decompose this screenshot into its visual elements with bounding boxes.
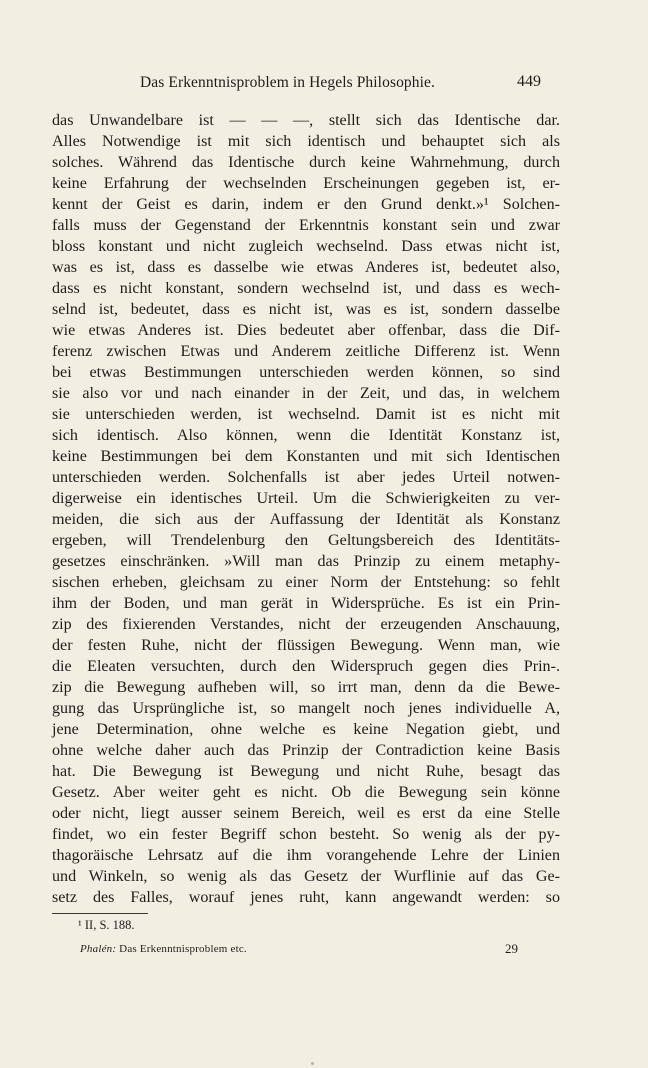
text-line: gesetzes einschränken. »Will man das Prinzip zu einem metaphy- <box>52 553 560 570</box>
text-line: jene Determination, ohne welche es keine Negation giebt, und <box>52 721 560 738</box>
page-number: 449 <box>517 73 541 90</box>
text-line: oder nicht, liegt ausser seinem Bereich, weil es erst da eine Stelle <box>52 805 560 822</box>
text-line: sie also vor und nach einander in der Zeit, und das, in welchem <box>52 385 560 402</box>
text-line: sie unterschieden werden, ist wechselnd. Damit ist es nicht mit <box>52 406 560 423</box>
footer-author: Phalén: <box>80 943 117 955</box>
footnote-divider <box>52 913 148 914</box>
text-line: was es ist, dass es dasselbe wie etwas Anderes ist, bedeutet also, <box>52 259 560 276</box>
text-line: die Eleaten versuchten, durch den Widerspruch gegen dies Prin-. <box>52 658 560 675</box>
text-line: unterschieden werden. Solchenfalls ist aber jedes Urteil notwen- <box>52 469 560 486</box>
text-line: bloss konstant und nicht zugleich wechselnd. Dass etwas nicht ist, <box>52 238 560 255</box>
text-line: findet, wo ein fester Begriff schon besteht. So wenig als der py- <box>52 826 560 843</box>
text-line: solches. Während das Identische durch keine Wahrnehmung, durch <box>52 154 560 171</box>
text-line: wie etwas Anderes ist. Dies bedeutet aber offenbar, dass die Dif- <box>52 322 560 339</box>
text-line: digerweise ein identisches Urteil. Um die Schwierigkeiten zu ver- <box>52 490 560 507</box>
text-line: selnd ist, bedeutet, dass es nicht ist, was es ist, sondern dasselbe <box>52 301 560 318</box>
text-line: gung das Ursprüngliche ist, so mangelt noch jenes individuelle A, <box>52 700 560 717</box>
text-line: Alles Notwendige ist mit sich identisch und behauptet sich als <box>52 133 560 150</box>
paper-speck <box>311 1062 314 1065</box>
sheet-signature: 29 <box>505 941 518 956</box>
text-line: falls muss der Gegenstand der Erkenntnis konstant sein und zwar <box>52 217 560 234</box>
footer-title: Das Erkenntnisproblem etc. <box>116 943 247 955</box>
text-line: ihm der Boden, und man gerät in Widersprüche. Es ist ein Prin- <box>52 595 560 612</box>
footnote: ¹ II, S. 188. <box>78 918 135 932</box>
body-text <box>52 110 560 908</box>
text-line: keine Bestimmungen bei dem Konstanten und mit sich Identischen <box>52 448 560 465</box>
text-line: kennt der Geist es darin, indem er den Grund denkt.»¹ Solchen- <box>52 196 560 213</box>
text-line: sischen erheben, gleichsam zu einer Norm der Entstehung: so fehlt <box>52 574 560 591</box>
text-line: hat. Die Bewegung ist Bewegung und nicht Ruhe, besagt das <box>52 763 560 780</box>
text-line: zip des fixierenden Verstandes, nicht der erzeugenden Anschauung, <box>52 616 560 633</box>
text-line: ferenz zwischen Etwas und Anderem zeitliche Differenz ist. Wenn <box>52 343 560 360</box>
text-line: Gesetz. Aber weiter geht es nicht. Ob die Bewegung sein könne <box>52 784 560 801</box>
text-line: ergeben, will Trendelenburg den Geltungsbereich des Identitäts- <box>52 532 560 549</box>
footer-signature-line <box>80 943 247 955</box>
text-line: bei etwas Bestimmungen unterschieden werden können, so sind <box>52 364 560 381</box>
text-line: sich identisch. Also können, wenn die Identität Konstanz ist, <box>52 427 560 444</box>
text-line: meiden, die sich aus der Auffassung der Identität als Konstanz <box>52 511 560 528</box>
text-line: dass es nicht konstant, sondern wechselnd ist, und dass es wech- <box>52 280 560 297</box>
text-line: der festen Ruhe, nicht der flüssigen Bewegung. Wenn man, wie <box>52 637 560 654</box>
text-line: ohne welche daher auch das Prinzip der Contradiction keine Basis <box>52 742 560 759</box>
text-line: zip die Bewegung aufheben will, so irrt man, denn da die Bewe- <box>52 679 560 696</box>
running-title: Das Erkenntnisproblem in Hegels Philosophie. <box>140 74 435 91</box>
text-line: und Winkeln, so wenig als das Gesetz der Wurflinie auf das Ge- <box>52 868 560 885</box>
text-line: das Unwandelbare ist — — —, stellt sich das Identische dar. <box>52 112 560 129</box>
text-line: keine Erfahrung der wechselnden Erscheinungen gegeben ist, er- <box>52 175 560 192</box>
text-line: thagoräische Lehrsatz auf die ihm vorangehende Lehre der Linien <box>52 847 560 864</box>
text-line: setz des Falles, worauf jenes ruht, kann angewandt werden: so <box>52 889 560 906</box>
